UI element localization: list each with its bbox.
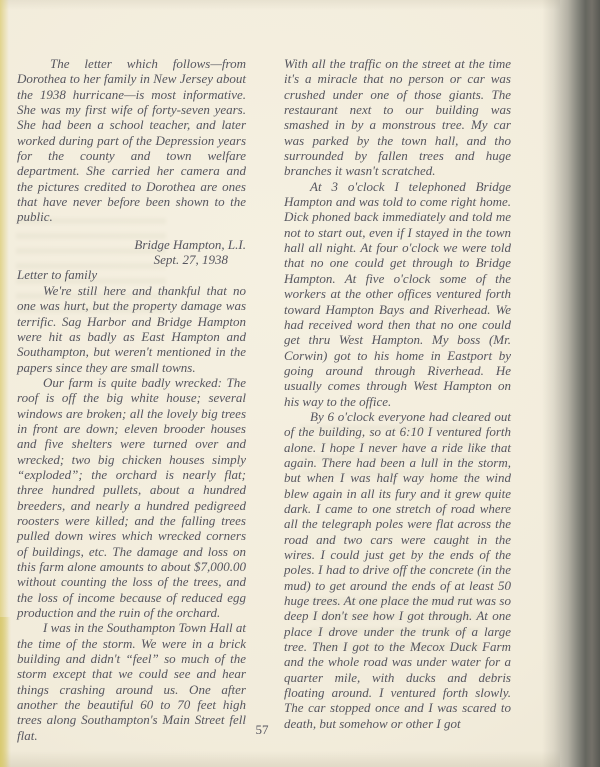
left-column bbox=[17, 56, 246, 743]
book-fore-edge bbox=[542, 0, 600, 767]
dateline-date: Sept. 27, 1938 bbox=[153, 252, 228, 268]
dateline bbox=[17, 237, 246, 268]
letter-paragraph-1: We're still here and thankful that no one was hurt, but the property damage was terrific. Sag Harbor and Bridge Hampton were hit as badly as East Hampton and Southampton, but weren't mentioned in the papers since they are small towns. bbox=[17, 282, 246, 375]
letter-paragraph-3-continued: With all the traffic on the street at the time it's a miracle that no person or car was crushed under one of those giants. The restaurant next to our building was smashed in by a monstrous tree. My car was parked by the town hall, and tho surrounded by fallen trees and huge branches it wasn't scratched. bbox=[284, 56, 511, 179]
letter-paragraph-3: I was in the Southampton Town Hall at the time of the storm. We were in a brick building and didn't “feel” so much of the storm except that we could see and hear things crashing around us. One after another the beautiful 60 to 70 feet high trees along Southampton's Main Street fell flat. bbox=[17, 620, 246, 743]
right-column bbox=[284, 56, 511, 731]
letter-paragraph-5: By 6 o'clock everyone had cleared out of the building, so at 6:10 I ventured forth alone. I hope I never have a ride like that again. There had been a lull in the storm, but when I was half way home the wind blew again in all its fury and it grew quite dark. I came to one stretch of road where all the telegraph poles were flat across the road and two cars were caught in the wires. I could just get by the ends of the poles. I had to drive off the concrete (in the mud) to get around the ends of at least 50 huge trees. At one place the mud rut was so deep I don't see how I got through. At one place I drove under the trunk of a large tree. Then I got to the Mecox Duck Farm and the whole road was under water for a quarter mile, with ducks and debris floating around. I ventured forth slowly. The car stopped once and I was scared to death, but somehow or other I got bbox=[284, 408, 511, 731]
page-bottom-edge-shadow bbox=[0, 751, 560, 767]
page-bottom-left-corner bbox=[0, 617, 11, 767]
salutation: Letter to family bbox=[17, 267, 98, 283]
dateline-place: Bridge Hampton, L.I. bbox=[134, 236, 246, 252]
page-number: 57 bbox=[255, 722, 269, 737]
page-top-edge-shadow bbox=[0, 0, 560, 10]
letter-paragraph-2: Our farm is quite badly wrecked: The roof is off the big white house; several windows are broken; all the lovely big trees in front are down; eleven brooder houses and five shelters were turned over and wrecked; two big chicken houses simply “exploded”; the orchard is nearly flat; three hundred pullets, about a hundred breeders, and nearly a hundred pedigreed roosters were killed; and the falling trees pulled down wires which wrecked corners of buildings, etc. The damage and loss on this farm alone amounts to about $7,000.00 without counting the loss of the trees, and the loss of income because of reduced egg production and the ruin of the orchard. bbox=[17, 374, 246, 621]
letter-paragraph-4: At 3 o'clock I telephoned Bridge Hampton and was told to come right home. Dick phoned back immediately and told me not to start out, even if I stayed in the town hall all night. At four o'clock we were told that no one could get through to Bridge Hampton. At five o'clock some of the workers at the other offices ventured forth toward Hampton Bays and Riverhead. We had received word then that no one could get thru West Hampton. My boss (Mr. Corwin) got to his home in Eastport by going around through Riverhead. He usually comes through West Hampton on his way to the office. bbox=[284, 178, 511, 409]
intro-paragraph: The letter which follows—from Dorothea to her family in New Jersey about the 1938 hurricane—is most informative. She was my first wife of forty-seven years. She had been a school teacher, and later worked during part of the Depression years for the county and town welfare department. She carried her camera and the pictures credited to Dorothea are ones that have never before been shown to the public. bbox=[17, 56, 246, 225]
